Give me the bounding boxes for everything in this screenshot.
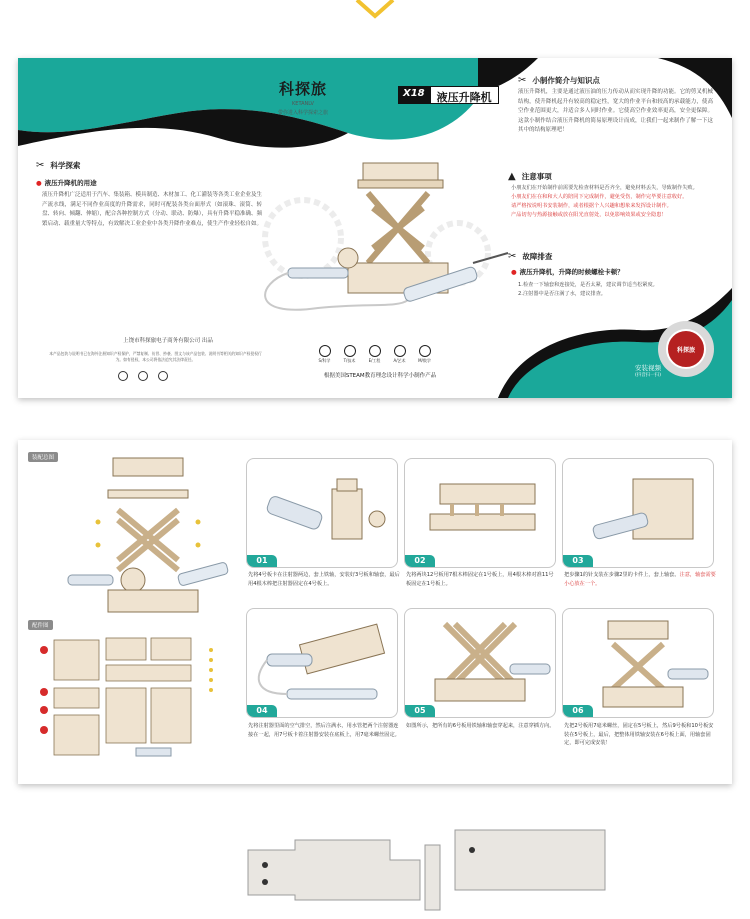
model-name: 液压升降机 [430,86,499,104]
model-code: X18 [398,86,430,104]
exploded-view-illustration [28,450,248,620]
trouble-item: 1.检查一下轴套和连接处，是否太紧，建议调节适当松紧度。 [518,282,658,288]
steam-caption: 根据美国STEAM教育理念设计科学小制作产品 [323,373,437,379]
science-title: 科学探索 [50,161,81,170]
step-text-06: 先把2号板用7毫米螺丝，固定在5号板上，然后9号板和10号板安装在5号板上，最后，把整体用铁轴安装在6号板上面，用轴套固定，即可完成安装！ [564,723,714,746]
note-item: 产品切勿与热源接触或放在阳光直射处，以免影响效果或安全隐患！ [511,212,667,218]
step-panel-01 [246,458,398,568]
steam-item: A/艺术 [391,345,408,364]
technology-icon [344,345,356,357]
trouble-list [518,281,718,299]
step-text-04: 先将注射器里面的空气排空，然后注满水，用水管把两个注射器连接在一起，用7号板卡着注射器安装在底板上，用7毫米螺丝固定。 [248,723,400,738]
step-warning: 注意，轴套需要小心放在一个。 [564,572,716,587]
brand-logo: 科探旅 [278,80,327,98]
intro-heading [518,75,600,86]
step-panel-05 [404,608,556,718]
notes-title: 注意事项 [521,172,552,181]
certification-icons [118,371,168,381]
trouble-item: 2.注射器中是否注满了水，建议排查。 [518,291,606,297]
scissor-lift-illustration [265,163,508,310]
notes-list [511,184,721,220]
brand-tagline: 带你进入科学探索之旅 [277,110,328,116]
warning-icon: ▲ [508,171,516,182]
step-05-illustration [405,609,556,718]
step-panel-06 [562,608,714,718]
trash-icon [158,371,168,381]
science-heading [36,160,80,171]
model-badge [398,86,499,104]
parts-label: 配件图 [28,620,53,630]
step-06-illustration [563,609,714,718]
top-chevron-icon [355,0,395,20]
math-icon [419,345,431,357]
intro-title: 小制作简介与知识点 [532,76,600,85]
science-icon [319,345,331,357]
science-subtitle: 液压升降机的用途 [44,179,97,187]
engineering-icon [369,345,381,357]
age-icon [138,371,148,381]
bullet-icon: ● [511,268,517,276]
science-subtitle-row [36,178,97,187]
tools-icon: ✂ [36,160,45,171]
bullet-icon: ● [36,179,42,187]
instruction-panel [18,440,732,784]
brochure-panel [18,58,732,398]
publisher: 上饶市科探旅电子商务有限公司 出品 [123,338,213,344]
step-panel-03 [562,458,714,568]
steam-item: S/科学 [316,345,333,364]
note-item: 小朋友们在开始制作前需要先检查材料是否齐全，避免材料丢失，导致制作失败。 [511,185,698,191]
step-number: 06 [563,705,593,717]
trouble-subtitle: 液压升降机，升降的时候螺栓卡顿？ [519,268,624,276]
exploded-label: 装配总图 [28,452,58,462]
stamp-text: 科探旅 [666,329,706,369]
step-03-illustration [563,459,714,568]
legal-notice: 本产品包装与说明书已在海外注册知识产权保护，严禁复制、仿冒、抄袭、图文与该产品包装、说明书等相关的知识产权侵权行为。如有侵权，本公司将依法追究其法律责任。 [49,351,262,362]
science-text: 液压升降机广泛适用于汽车、集装箱、模具制造、木材加工、化工灌装等各类工业企业及生产流水线，满足不同作业高度的升降需求，同时可配装各类台面形式（如滚珠、滚筒、转盘、转向、倾翻、伸缩），配合各种控制方式（分动、联动、防爆），具有升降平稳准确、频繁启动、载重量大等特点，有效解决工业企业中各类升降作业难点，使生产作业轻松自如。 [42,192,263,227]
step-number: 04 [247,705,277,717]
step-text-02: 先将两块12号板用7根木棒固定在1号板上，用4根木棒对准11号板固定在1号板上。 [406,572,554,587]
step-panel-04 [246,608,398,718]
step-text-01: 先将4号板卡在注射器两边，套上铁轴，安装好3号板和轴套，最后用4根木棒把注射器固定在4号板上。 [248,572,400,587]
notes-heading [508,171,552,182]
note-item: 小朋友们在在和和大人的陪同下完成制作，避免受伤，制作完毕要注意收好。 [511,194,688,200]
brand-sub: KETANLV [292,101,314,107]
brand-block [268,78,338,116]
note-item: 请严格按说明书安装制作，或者根据个人兴趣和想象来发挥设计制作。 [511,203,672,209]
art-icon [394,345,406,357]
step-01-illustration [247,459,398,568]
step-number: 03 [563,555,593,567]
steam-item: T/技术 [341,345,358,364]
recycle-icon [118,371,128,381]
step-text-05: 如图所示，把所有的6号板用铁轴和轴套穿起来，注意穿插方向。 [406,723,555,729]
step-number: 02 [405,555,435,567]
step-number: 01 [247,555,277,567]
intro-text: 液压升降机，主要是通过液压油的压力传动从而实现升降的功能。它的剪叉机械结构，使升降机起升有较高的稳定性，宽大的作业平台和较高的承载能力，使高空作业范围更大，并适合多人同时作业。它使高空作业效率更高，安全更保障。这款小制作结合液压升降机的简易原理设计而成，让我们一起来制作了解一下这其中的结构原理吧！ [518,89,713,133]
tools-icon: ✂ [508,251,517,262]
step-02-illustration [405,459,556,568]
steam-item: M/数学 [416,345,433,364]
wooden-pieces-photo [240,820,610,919]
step-panel-02 [404,458,556,568]
trouble-title: 故障排查 [522,252,553,261]
trouble-heading [508,251,552,262]
parts-sheet-illustration [36,630,236,780]
wrench-icon: ✂ [518,75,527,86]
steam-icons [316,345,433,364]
step-number: 05 [405,705,435,717]
trouble-subtitle-row [511,267,624,276]
video-label: 安装视频 (抖音扫一扫) [634,364,661,378]
step-text-03: 把步骤1的针支装在步骤2里的卡件上，套上轴套。注意，轴套需要小心放在一个。 [564,572,716,587]
step-04-illustration [247,609,398,718]
steam-item: E/工程 [366,345,383,364]
